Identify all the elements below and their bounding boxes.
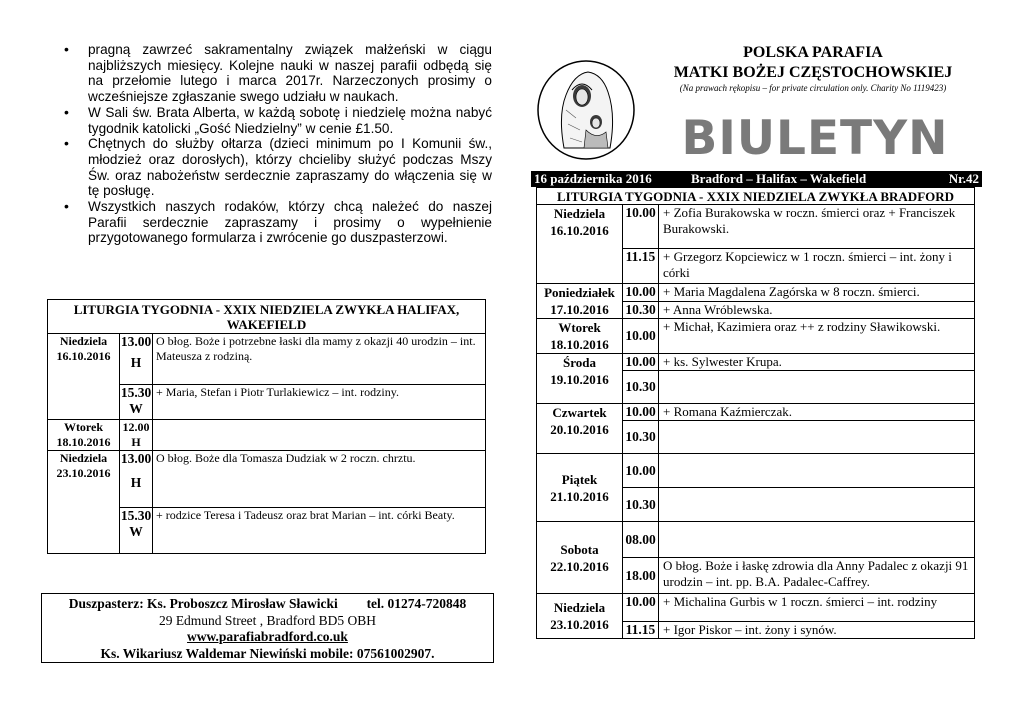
mass-intention: O błog. Boże dla Tomasza Dudziak w 2 roczn. chrztu. (153, 451, 486, 508)
mass-time: 11.15 (623, 622, 659, 639)
mass-time: 13.00 H (120, 451, 153, 508)
mass-time: 18.00 (623, 558, 659, 594)
day-cell: Niedziela 23.10.2016 (537, 594, 623, 639)
announcement-item: • Chętnych do służby ołtarza (dzieci minimum po I Komunii św., młodzież oraz dorosłych), którzy chcieliby służyć podczas Mszy Św. oraz nabożeństw serdecznie zapraszamy do włączenia się w tę posługę. (60, 136, 492, 199)
issue-date: 16 października 2016 (534, 171, 652, 186)
parish-name-line1: POLSKA PARAFIA (743, 44, 883, 61)
mass-time: 10.00 (623, 284, 659, 302)
day-cell: Wtorek 18.10.2016 (537, 319, 623, 354)
circulation-note: (Na prawach rękopisu – for private circulation only. Charity No 1119423) (679, 83, 947, 93)
mass-time: 10.30 (623, 488, 659, 522)
website-link[interactable]: www.parafiabradford.co.uk (187, 629, 348, 645)
mass-time: 10.00 (623, 319, 659, 354)
mass-intention: + Maria, Stefan i Piotr Turlakiewicz – int. rodziny. (153, 385, 486, 420)
mass-time: 08.00 (623, 522, 659, 558)
day-cell: Wtorek 18.10.2016 (48, 420, 120, 451)
mass-time: 11.15 (623, 249, 659, 284)
mass-time: 10.00 (623, 205, 659, 249)
mass-time: 15.30 W (120, 508, 153, 554)
mass-intention: + Igor Piskor – int. żony i synów. (659, 622, 975, 639)
mass-intention (659, 522, 975, 558)
mass-time: 12.00 H (120, 420, 153, 451)
madonna-icon (536, 60, 636, 160)
mass-time: 13.00 H (120, 334, 153, 385)
liturgy-table-title: LITURGIA TYGODNIA - XXIX NIEDZIELA ZWYKŁA BRADFORD (537, 188, 975, 205)
mass-time: 10.00 (623, 404, 659, 421)
mass-intention: O błog. Boże i potrzebne łaski dla mamy z okazji 40 urodzin – int. Mateusza z rodziną. (153, 334, 486, 385)
mass-intention (659, 371, 975, 404)
day-cell: Czwartek 20.10.2016 (537, 404, 623, 454)
contact-box (41, 593, 494, 663)
mass-time: 10.00 (623, 354, 659, 371)
parish-name-line2: MATKI BOŻEJ CZĘSTOCHOWSKIEJ (673, 64, 953, 81)
mass-time: 10.30 (623, 301, 659, 319)
announcement-list (60, 42, 492, 246)
day-cell: Piątek 21.10.2016 (537, 454, 623, 522)
mass-intention: + Michalina Gurbis w 1 roczn. śmierci – int. rodziny (659, 594, 975, 622)
mass-time: 15.30 W (120, 385, 153, 420)
day-cell: Niedziela 16.10.2016 (48, 334, 120, 420)
mass-intention: + Grzegorz Kopciewicz w 1 roczn. śmierci – int. żony i córki (659, 249, 975, 284)
mass-intention: + Michał, Kazimiera oraz ++ z rodziny Sławikowski. (659, 319, 975, 354)
issue-strip (531, 171, 982, 187)
mass-intention (153, 420, 486, 451)
announcement-item: • Wszystkich naszych rodaków, którzy chcą należeć do naszej Parafii serdecznie zapraszamy i prosimy o wypełnienie przygotowanego formularza i zwrócenie go duszpasterzowi. (60, 199, 492, 246)
mass-intention: + Maria Magdalena Zagórska w 8 roczn. śmierci. (659, 284, 975, 302)
mass-intention: + rodzice Teresa i Tadeusz oraz brat Marian – int. córki Beaty. (153, 508, 486, 554)
issue-places: Bradford – Halifax – Wakefield (691, 171, 867, 186)
announcement-item: • W Sali św. Brata Alberta, w każdą sobotę i niedzielę można nabyć tygodnik katolicki „Gość Niedzielny” w cenie £1.50. (60, 105, 492, 136)
day-cell: Poniedziałek 17.10.2016 (537, 284, 623, 319)
day-cell: Sobota 22.10.2016 (537, 522, 623, 594)
day-cell: Niedziela 16.10.2016 (537, 205, 623, 284)
mass-time: 10.00 (623, 594, 659, 622)
mass-intention (659, 488, 975, 522)
day-cell: Środa 19.10.2016 (537, 354, 623, 404)
halifax-wakefield-liturgy-table (47, 299, 486, 554)
mass-intention: + ks. Sylwester Krupa. (659, 354, 975, 371)
phone-number: tel. 01274-720848 (366, 596, 467, 611)
address: 29 Edmund Street , Bradford BD5 OBH (158, 612, 377, 628)
mass-intention: + Zofia Burakowska w roczn. śmierci oraz + Franciszek Burakowski. (659, 205, 975, 249)
bradford-liturgy-table (536, 187, 975, 639)
mass-intention: + Romana Kaźmierczak. (659, 404, 975, 421)
mass-time: 10.00 (623, 454, 659, 488)
liturgy-table-title: LITURGIA TYGODNIA - XXIX NIEDZIELA ZWYKŁA HALIFAX, WAKEFIELD (48, 300, 486, 334)
day-cell: Niedziela 23.10.2016 (48, 451, 120, 554)
pastor-name: Duszpasterz: Ks. Proboszcz Mirosław Sławicki (68, 596, 338, 611)
mass-time: 10.30 (623, 421, 659, 454)
mass-intention (659, 421, 975, 454)
issue-number: Nr.42 (948, 171, 979, 186)
mass-intention: + Anna Wróblewska. (659, 301, 975, 319)
bulletin-title: BIULETYN (681, 111, 949, 166)
announcement-item: • pragną zawrzeć sakramentalny związek małżeński w ciągu najbliższych miesięcy. Kolejne nauki w naszej parafii odbędą się na przełomie lutego i marca 2017r. Narzeczonych prosimy o wcześniejsze zgłaszanie swego udziału w naukach. (60, 42, 492, 105)
vicar-contact: Ks. Wikariusz Waldemar Niewiński mobile: 07561002907. (100, 645, 435, 661)
mass-intention: O błog. Boże i łaskę zdrowia dla Anny Padalec z okazji 91 urodzin – int. pp. B.A. Padalec-Caffrey. (659, 558, 975, 594)
mass-time: 10.30 (623, 371, 659, 404)
mass-intention (659, 454, 975, 488)
